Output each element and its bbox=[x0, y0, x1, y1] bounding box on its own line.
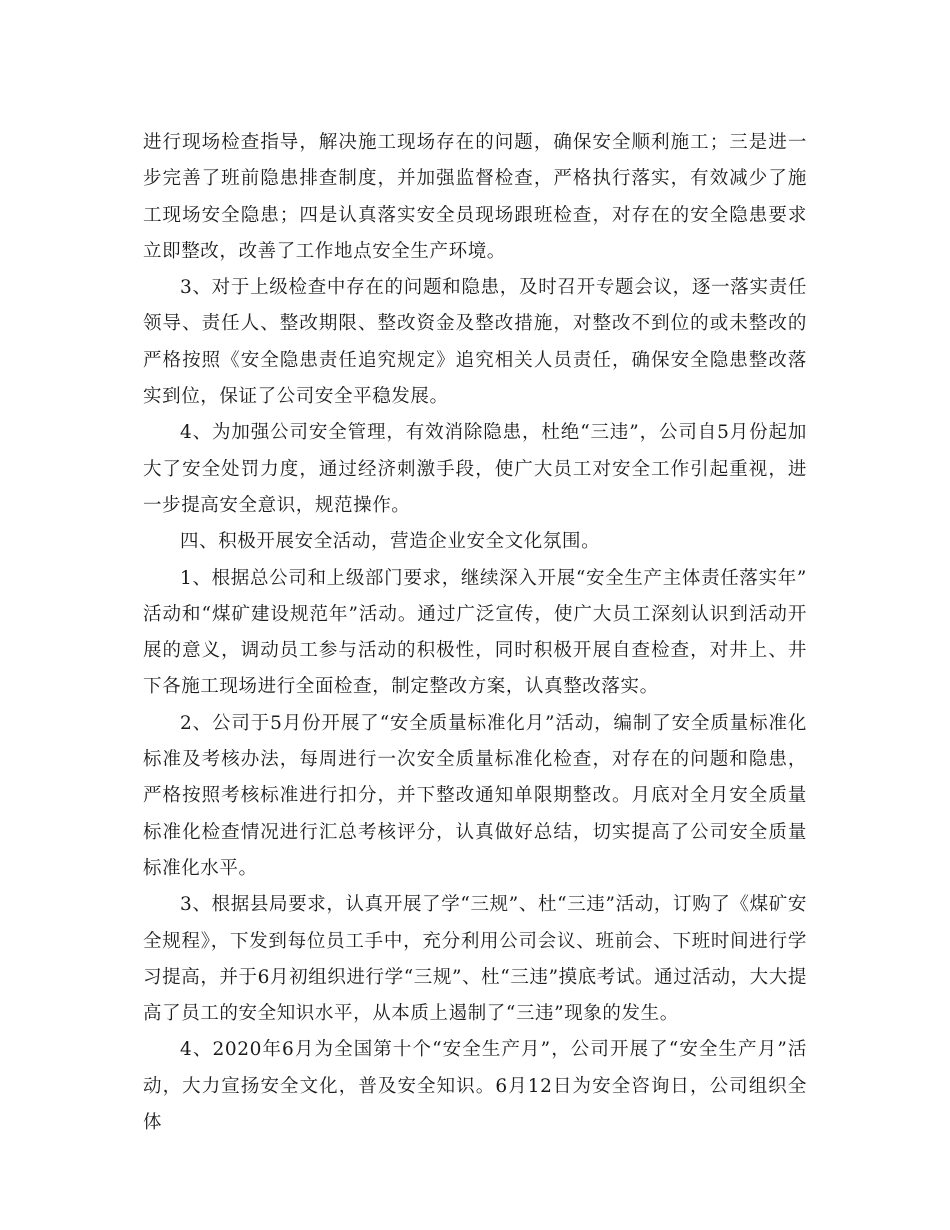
paragraph-2: 3、对于上级检查中存在的问题和隐患，及时召开专题会议，逐一落实责任领导、责任人、整改期限、整改资金及整改措施，对整改不到位的或未整改的严格按照《安全隐患责任追究规定》追究相关人员责任，确保安全隐患整改落实到位，保证了公司安全平稳发展。 bbox=[143, 277, 807, 408]
paragraph-1: 进行现场检查指导，解决施工现场存在的问题，确保安全顺利施工；三是进一步完善了班前隐患排查制度，并加强监督检查，严格执行落实，有效减少了施工现场安全隐患；四是认真落实安全员现场跟班检查，对存在的安全隐患要求立即整改，改善了工作地点安全生产环境。 bbox=[143, 132, 807, 262]
paragraph-5: 1、根据总公司和上级部门要求，继续深入开展“安全生产主体责任落实年”活动和“煤矿建设规范年”活动。通过广泛宣传，使广大员工深刻认识到活动开展的意义，调动员工参与活动的积极性，同时积极开展自查检查，对井上、井下各施工现场进行全面检查，制定整改方案，认真整改落实。 bbox=[143, 567, 807, 698]
section-heading-4: 四、积极开展安全活动，营造企业安全文化氛围。 bbox=[180, 531, 601, 553]
paragraph-3: 4、为加强公司安全管理，有效消除隐患，杜绝“三违”，公司自5月份起加大了安全处罚力度，通过经济刺激手段，使广大员工对安全工作引起重视，进一步提高安全意识，规范操作。 bbox=[143, 422, 807, 516]
document-body bbox=[143, 125, 807, 1141]
paragraph-7: 3、根据县局要求，认真开展了学“三规”、杜“三违”活动，订购了《煤矿安全规程》，下发到每位员工手中，充分利用公司会议、班前会、下班时间进行学习提高，并于6月初组织进行学“三规”、杜“三违”摸底考试。通过活动，大大提高了员工的安全知识水平，从本质上遏制了“三违”现象的发生。 bbox=[143, 894, 807, 1025]
paragraph-6: 2、公司于5月份开展了“安全质量标准化月”活动，编制了安全质量标准化标准及考核办法，每周进行一次安全质量标准化检查，对存在的问题和隐患，严格按照考核标准进行扣分，并下整改通知单限期整改。月底对全月安全质量标准化检查情况进行汇总考核评分，认真做好总结，切实提高了公司安全质量标准化水平。 bbox=[143, 712, 807, 879]
paragraph-8: 4、2020年6月为全国第十个“安全生产月”，公司开展了“安全生产月”活动，大力宣扬安全文化，普及安全知识。6月12日为安全咨询日，公司组织全体 bbox=[143, 1039, 807, 1134]
